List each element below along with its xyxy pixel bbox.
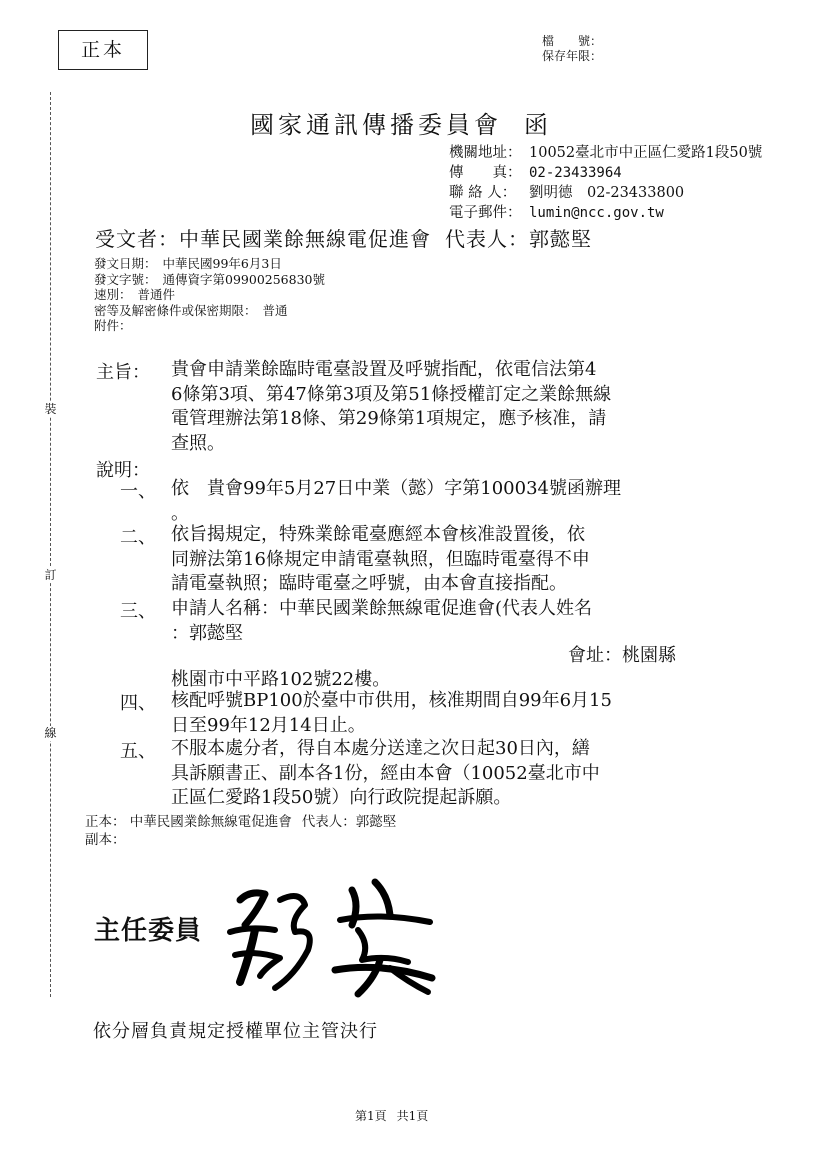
binding-line (50, 92, 51, 997)
delegation-note: 依分層負責規定授權單位主管決行 (93, 1021, 378, 1042)
binding-mark-line: 線 (44, 726, 57, 740)
item-number: 三、 (120, 601, 156, 622)
binding-mark-staple: 訂 (44, 568, 57, 582)
issuing-organization: 國家通訊傳播委員會 (250, 111, 502, 139)
recipient-name: 中華民國業餘無線電促進會 (179, 227, 431, 251)
signature-block (90, 870, 450, 1000)
subject-text: 貴會申請業餘臨時電臺設置及呼號指配，依電信法第4 6條第3項、第47條第3項及第51條授權訂定之業餘無線 電管理辦法第18條、第29條第1項規定，應予核准，請 查照。 (171, 359, 612, 454)
contact-address: 機關地址： 10052臺北市中正區仁愛路1段50號 (449, 145, 763, 161)
contact-person: 聯 絡 人： 劉明德 02-23433800 (449, 185, 685, 201)
explanation-item-4: 核配呼號BP100於臺中市供用，核准期間自99年6月15 日至99年12月14日止。 (171, 690, 612, 736)
meta-speed: 速別： 普通件 (94, 287, 176, 302)
signer-title: 主任委員 (94, 916, 203, 946)
item-number: 一、 (120, 481, 156, 502)
explanation-item-2: 依旨揭規定，特殊業餘電臺應經本會核准設置後，依 同辦法第16條規定申請電臺執照，但臨時電臺得不申 請電臺執照；臨時電臺之呼號，由本會直接指配。 (171, 524, 590, 594)
retention-period-label: 保存年限： (542, 49, 603, 63)
item-number: 四、 (120, 693, 156, 714)
handwritten-signature (90, 870, 450, 1000)
document-title (250, 105, 552, 140)
item-number: 二、 (120, 527, 156, 548)
address-line: 桃園市中平路102號22樓。 (171, 669, 391, 690)
explanation-item-3: 申請人名稱：中華民國業餘無線電促進會(代表人姓名 ：郭懿堅 (171, 598, 593, 644)
explanation-label: 說明： (96, 460, 150, 481)
address-label: 會址：桃園縣 (568, 645, 676, 666)
document-meta (94, 256, 325, 334)
contact-block (449, 143, 762, 223)
distribution-block (85, 813, 396, 849)
meta-classification: 密等及解密條件或保密期限： 普通 (94, 302, 288, 318)
file-number-label: 檔 號： (542, 34, 603, 48)
meta-attachment: 附件： (94, 318, 132, 333)
meta-issue-date: 發文日期： 中華民國99年6月3日 (94, 256, 282, 271)
recipient-label: 受文者： (95, 227, 179, 251)
explanation-item-1: 依 貴會99年5月27日中業（懿）字第100034號函辦理 。 (171, 478, 621, 524)
binding-mark-bind: 裝 (44, 402, 57, 416)
document-type: 函 (524, 111, 552, 139)
contact-fax: 傳 真： 02-23433964 (449, 165, 622, 181)
meta-doc-number: 發文字號： 通傳資字第09900256830號 (94, 271, 325, 287)
item-number: 五、 (120, 741, 156, 762)
recipient-representative: 代表人：郭懿堅 (445, 227, 592, 251)
copy-recipient-row: 副本： (85, 832, 126, 848)
original-copy-box: 正本 (58, 30, 148, 70)
contact-email: 電子郵件： lumin@ncc.gov.tw (449, 205, 664, 221)
page-number: 第1頁 共1頁 (355, 1109, 429, 1123)
subject-label: 主旨： (96, 362, 150, 383)
original-recipient-row: 正本： 中華民國業餘無線電促進會 代表人：郭懿堅 (85, 814, 397, 830)
recipient-line (95, 223, 592, 252)
explanation-item-5: 不服本處分者，得自本處分送達之次日起30日內，繕 具訴願書正、副本各1份，經由本會（10052臺北市中 正區仁愛路1段50號）向行政院提起訴願。 (171, 738, 600, 808)
archive-info (508, 34, 602, 64)
